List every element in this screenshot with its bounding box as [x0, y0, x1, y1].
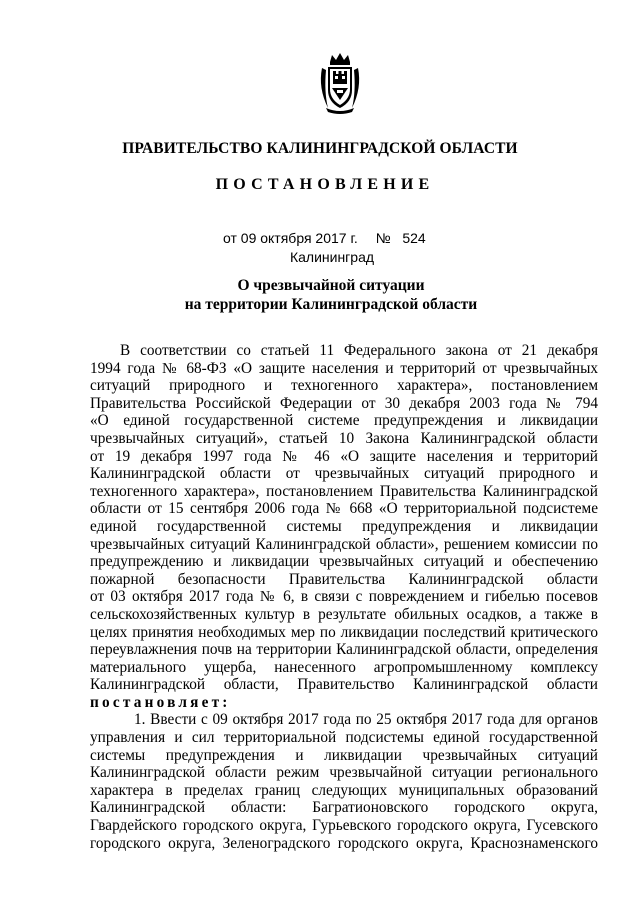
- body-line: 1994 года № 68-ФЗ «О защите населения и территорий от чрезвычайных: [90, 359, 598, 377]
- document-type: ПОСТАНОВЛЕНИЕ: [215, 176, 435, 193]
- body-line: городского округа, Зеленоградского городского округа, Краснознаменского: [90, 834, 598, 852]
- body-line: системы предупреждения и ликвидации чрезвычайных ситуаций: [90, 746, 598, 764]
- body-line: единой государственной системы предупреждения и ликвидации: [90, 517, 598, 535]
- body-line: Гвардейского городского округа, Гурьевского городского округа, Гусевского: [90, 817, 598, 835]
- body-line: переувлажнения почв на территории Калининградской области, определения: [90, 641, 598, 659]
- decides-keyword: постановляет:: [90, 693, 231, 711]
- body-line: от 19 декабря 1997 года № 46 «О защите населения и территорий: [90, 447, 598, 465]
- body-line: от 03 октября 2017 года № 6, в связи с повреждением и гибелью посевов: [90, 588, 598, 606]
- body-line: техногенного характера», постановлением Правительства Калининградской: [90, 482, 598, 500]
- document-body: [90, 342, 598, 852]
- body-line: В соответствии со статьей 11 Федерального закона от 21 декабря: [120, 342, 598, 359]
- document-date: от 09 октября 2017 г.: [223, 230, 358, 246]
- subject-line: О чрезвычайной ситуации: [237, 277, 425, 294]
- body-line: характера в пределах границ следующих муниципальных образований: [90, 781, 598, 799]
- body-line: чрезвычайных ситуаций», статьей 10 Закона Калининградской области: [90, 429, 598, 447]
- coat-of-arms-icon: [318, 52, 362, 116]
- body-line: ситуаций природного и техногенного характера», постановлением: [90, 377, 598, 395]
- city: Калининград: [289, 249, 375, 265]
- body-line: чрезвычайных ситуаций Калининградской области», решением комиссии по: [90, 535, 598, 553]
- body-line: Калининградской области, Правительство Калининградской области: [90, 676, 598, 694]
- body-line: сельскохозяйственных культур в результате обильных осадков, а также в: [90, 605, 598, 623]
- body-line: Правительства Российской Федерации от 30 декабря 2003 года № 794: [90, 394, 598, 412]
- body-line: 1. Ввести с 09 октября 2017 года по 25 октября 2017 года для органов: [134, 711, 598, 729]
- body-line: пожарной безопасности Правительства Калининградской области: [90, 570, 598, 588]
- body-line: предупреждению и ликвидации чрезвычайных ситуаций и обеспечению: [90, 553, 598, 571]
- document-subject: [0, 276, 640, 314]
- body-line: Калининградской области режим чрезвычайной ситуации регионального: [90, 764, 598, 782]
- subject-line: на территории Калининградской области: [184, 296, 478, 313]
- body-line: материального ущерба, нанесенного агропромышленному комплексу: [90, 658, 598, 676]
- body-line: Калининградской области от чрезвычайных ситуаций природного и: [90, 465, 598, 483]
- document-number: № 524: [375, 230, 426, 246]
- body-line: Калининградской области: Багратионовского городского округа,: [90, 799, 598, 817]
- body-line: области от 15 сентября 2006 года № 668 «О территориальной подсистеме: [90, 500, 598, 518]
- organization-title: ПРАВИТЕЛЬСТВО КАЛИНИНГРАДСКОЙ ОБЛАСТИ: [122, 140, 518, 157]
- date-number-line: [223, 230, 426, 246]
- body-line: управления и сил территориальной подсистемы единой государственной: [90, 729, 598, 747]
- body-line: «О единой государственной системе предупреждения и ликвидации: [90, 412, 598, 430]
- body-line: целях принятия необходимых мер по ликвидации последствий критического: [90, 623, 598, 641]
